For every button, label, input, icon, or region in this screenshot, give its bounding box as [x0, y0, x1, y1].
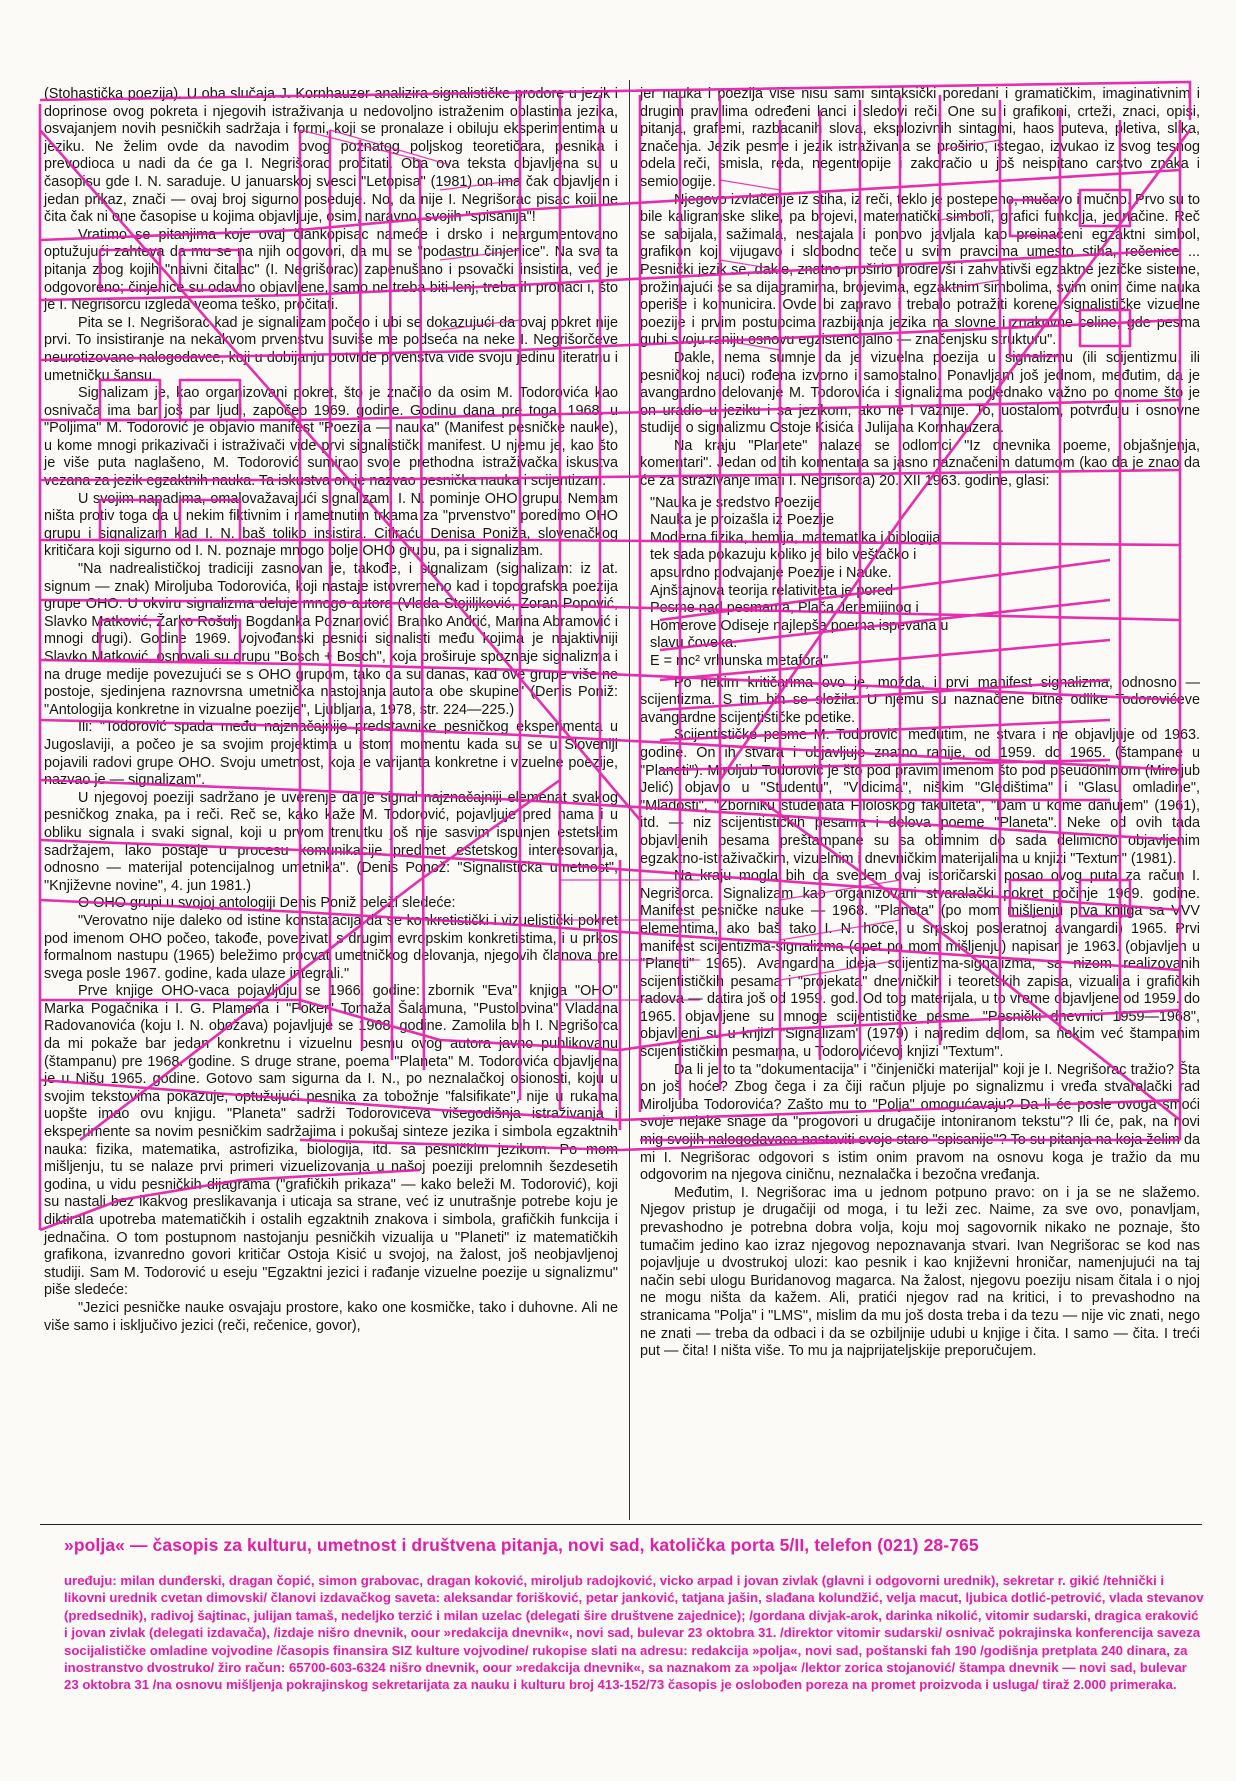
poem-line: Nauka je proizašla iz Poezije	[650, 512, 834, 529]
editorial-credits: uređuju: milan dunđerski, dragan čopić, simon grabovac, dragan koković, miroljub radojković, vicko arpad i jovan zivlak (glavni i odgovorni urednik), sekretar r. gikić /tehnički i likovni urednik cvetan dimovski/ članovi izdavačkog saveta: aleksandar forišković, petar janković, tatjana jašin, slađana kolundžić, velja macut, ljubica dotlić-petrović, vlada stevanov (predsednik), radivoj šajtinac, julijan tamaš, nedeljko terzić i milan uzelac (delegati šire društvene zajednice); /gordana divjak-arok, darinka nikolić, vitomir sudarski, dragica eraković i jovan zivlak (delegati izdavača), /izdaje nišro dnevnik, oour »redakcija dnevnik«, novi sad, bulevar 23 oktobra 31. /direktor vitomir sudarski/ osnivač pokrajinska konferencija saveza socijalističke omladine vojvodine /časopis finansira SIZ kulture vojvodine/ rukopise slati na adresu: redakcija »polja«, novi sad, poštanski fah 190 /godišnja pretplata 240 dinara, za inostranstvo dvostruko/ žiro račun: 65700-603-6324 nišro dnevnik, oour »redakcija dnevnik«, sa naznakom za »polja« /lektor zorica stojanović/ štampa dnevnik — novi sad, bulevar 23 oktobra 31 /na osnovu mišljenja pokrajinskog sekretarijata za nauku i kulturu broj 413-152/73 časopis je oslobođen poreza na promet proizvoda i usluga/ tiraž 2.000 primeraka.	[64, 1573, 1204, 1693]
paragraph: Vratimo se pitanjima koje ovaj člankopisac nameće i drsko i neargumentovano optužujući zahteva da mu se na njih odgovori, da mu se "podastru činjenice". Na sva ta pitanja zbog kojih "naivni čitalac" (I. Negrišorac) zapenušano i psovački insistira, već je odgovoreno; činjenice su odavno objavljene, samo ne treba biti lenj, treba ih pronaći i, što je I. Negrišorcu izgleda veoma teško, pročitati.	[44, 226, 618, 314]
masthead: »polja« — časopis za kulturu, umetnost i društvena pitanja, novi sad, katolička porta 5/II, telefon (021) 28-765	[64, 1535, 979, 1555]
poem-line: slavu čoveka.	[650, 635, 738, 652]
paragraph: "Jezici pesničke nauke osvajaju prostore, kako one kosmičke, tako i duhovne. Ali ne više samo i isključivo jezici (reči, rečenice, govor),	[44, 1299, 618, 1334]
paragraph: (Stohastička poezija). U oba slučaja J. Kornhauzer analizira signalističke prodore u jezik i doprinose ovog pokreta i njegovih istraživanja u nedovoljno istraženim oblastima jezika, osvajanjem novih pesničkih sadržaja i formi, koji se pronalaze i obiluju eksperimentima u jeziku. Ne želim ovde da navodim ovog poznatog poljskog teoretičara, pesnika i prevodioca u nadi da će ga I. Negrišorac pročitati. Oba ova teksta objavljena su u časopisu gde I. N. saraduje. U januarskoj svesci "Letopisa" (1981) on ima čak objavljen i jedan prikaz, znači — ovaj broj sigurno poseduje. No, da nije I. Negrišorac pisac koji ne čita čak ni one časopise u kojima objavljuje, osim, naravno, svojih "spisanija"!	[44, 86, 618, 226]
right-text-column	[640, 86, 1200, 1361]
paragraph: Po nekim kritičarima ovo je, možda, i prvi manifest signalizma, odnosno — scijentizma. S tim bih se složila. U njemu su naznačene bitne odlike Todorovićeve avangardne scijentističke poetike.	[640, 674, 1200, 726]
paragraph: Scijentističke pesme M. Todorović, međutim, ne stvara i ne objavljuje od 1963. godine. On ih stvara i objavljuje znatno ranije, od 1959. do 1965. (štampane u "Planeti"). Miroljub Todorović je što pod pravim imenom što pod pseudonimom (Miroljub Jelić) objavio u "Studentu", "Vidicima", niškim "Gledištima" i "Glasu omladine", "Mladosti", "Zborniku studenata Filološkog fakulteta", "Dam u kome danujem" (1961), itd. — niz scijentističkih pesama i delova poeme "Planeta". Neke od ovih tada objavljenih pesama preštampane su sa obimnim do sada delimično objavljenim egzaktno-istraživačkim, vizuelnim i dnevničkim materijalima u knjizi "Textum" (1981).	[640, 727, 1200, 867]
poem-line: Moderna fizika, hemija, matematika i biologija	[650, 529, 941, 546]
paragraph: Njegovo izvlačenje iz stiha, iz reči, teklo je postepeno, mučavo i mučno. Prvo su to bile kaligramske slike, pa brojevi, matematički simboli, grafici funkcija, jednačine. Reč se sabijala, sažimala, nestajala i ponovo javljala kao preinačeni egzaktni simbol, grafikon koji vijugavo i slobodno teče u svim pravcima umesto stiha, rečenice ... Pesnički jezik se, dakle, znatno proširio prodrevši i zahvativši egzaktne jezičke sisteme, prožimajući se sa dijagramima, brojevima, egzaktnim simbolima, svim onim čime nauka operiše i komunicira. Ovde bi zapravo i trebalo potražiti korene signalističke vizuelne poezije i prvim postupcima razbijanja jezika na slovne i znakovne celine, gde pesma gubi svoju raniju osnovu egzistencijalno — značenjsku strukturu".	[640, 191, 1200, 349]
left-text-column	[44, 86, 618, 1335]
paragraph: Međutim, I. Negrišorac ima u jednom potpuno pravo: on i ja se ne slažemo. Njegov pristup je drugačiji od moga, i tu leži zec. Naime, za sve ovo, ponavljam, prevashodno je potrebna dobra volja, koju moj sagovornik nikako ne poznaje, što tumačim jedino kao izraz njegovog nepoznavanja stvari. Ivan Negrišorac se kod nas pojavljuje u dvostrukoj ulozi: kao pesnik i kao književni hroničar, namenjujući na taj način sebi ulogu Buridanovog magarca. Na žalost, njegovu poeziju nisam čitala i o njoj ne mogu ništa da kažem. Ali, pratići njegov rad na kritici, i to prevashodno na stranicama "Polja" i "LMS", mislim da mu još dosta treba i da tezu — nije vic znati, nego ne znati — treba da odbaci i da se ozbiljnije udubi u knjige i čita. I samo — čita. I treći put — čita! I ništa više. To mu ja najprijateljskije preporučujem.	[640, 1184, 1200, 1360]
paragraph: U svojim napadima, omalovažavajući signalizam, I. N. pominje OHO grupu. Nemam ništa protiv toga da u nekim fiktivnim i nametnutim trkama za "prvenstvo" poredimo OHO grupu i signalizam kad I. N. baš toliko insistira. Citiraću Denisa Poniža, slovenačkog kritičara koji sigurno od I. N. poznaje mnogo bolje OHO grupu, pa i signalizam.	[44, 490, 618, 560]
paragraph: Ili: "Todorović spada među najznačajnije predstavnike pesničkog eksperimenta u Jugoslaviji, a počeo je sa svojim projektima u istom momentu kada su se u Sloveniji pojavili radovi grupe OHO. Svoju umetnost, koja je varijanta konkretne i vizuelne poezije, nazvao je — signalizam".	[44, 719, 618, 789]
paragraph: Na kraju "Planete" nalaze se odlomci "Iz dnevnika poeme, objašnjenja, komentari". Jedan od tih komentara sa jasno naznačenim datumom (kao da je znao da će za istraživanje imati I. Negrišorca) 20. XII 1963. godine, glasi:	[640, 437, 1200, 490]
poem-line: E = mc² vrhunska metafora"	[650, 653, 829, 669]
paragraph: Pita se I. Negrišorac kad je signalizam počeo i ubi se dokazujući da ovaj pokret nije prvi. To insistiranje na nekakvom prvenstvu isuviše me podseća na neke I. Negrišorčeve neurotizovane nalogodavce, koji u dobijanju potvrde prvenstva vide svoju jedinu literatnu i umetničku šansu.	[44, 314, 618, 384]
quoted-poem	[650, 495, 1200, 671]
paragraph: Dakle, nema sumnje da je vizuelna poezija u signalizmu (ili scijentizmu, ili pesničkoj nauci) rođena izvorno i samostalno. Ponavljam još jednom, međutim, da je avangardno delovanje M. Todorovića i signalizma podjednako važno po onome što je on uradio u jeziku i sa jezikom, ako ne i važnije. To, uostalom, potvrđuju i osnovne studije o signalizmu Ostoje Kisića i Julijana Kornhauzera.	[640, 349, 1200, 437]
poem-line: Pesme nad pesmama, Plača Jeremijinog i	[650, 600, 919, 617]
footer-rule	[40, 1524, 1202, 1525]
paragraph: "Na nadrealističkoj tradiciji zasnovan je, takođe, i signalizam (signalizam: iz lat. signum — znak) Miroljuba Todorovića, koji nastaje istovremeno kad i topografska poezija grupe OHO. U okviru signalizma deluje mnogo autora (Vlada Stojiljković, Zoran Popović, Slavko Matković, Žarko Rošulj, Bogdanka Poznanović, Branko Andrić, Marina Abramović i mnogi drugi). Godine 1969. vojvođanski pesnici signalisti među kojima je najaktivniji Slavko Matković, osnovali su grupu "Bosch + Bosch", koja proširuje spoznaje signalizma i na druge medije povezujući se s OHO grupom, tako da su danas, kad ove grupe više ne postoje, sjedinjena raznovrsna umetnička nastojanja autora obe skupine" (Denis Poniž: "Antologija konkretne in vizualne poezije", Ljubljana, 1978, str. 224—225.)	[44, 561, 618, 718]
poem-line: tek sada pokazuju koliko je bilo veštačko i	[650, 547, 917, 564]
paragraph: jer nauka i poezija više nisu sami sintaksički poredani i gramatičkim, imaginativnim i drugim pravilima određeni lanci i sledovi reči. One su i grafikoni, crteži, znaci, opisi, pitanja, grafemi, razbacanih slova, eksplozivnih sintagmi, haos puteva, pletiva, slika, značenja. Jezik pesme i jezik istraživanja se proširio, istegao, izvukao iz svog tesnog odela reči, smisla, reda, negentropije i zakoračio u još neispitano carstvo znaka i semiologije.	[640, 86, 1200, 190]
paragraph: O OHO grupi u svojoj antologiji Denis Poniž beleži sledeće:	[78, 895, 456, 912]
paragraph: Prve knjige OHO-vaca pojavljuju se 1966. godine: zbornik "Eva", knjiga "OHO" Marka Pogačnika i I. G. Plamena i "Poker" Tomaža Šalamuna, "Pustolovina" Vladana Radovanovića (koju I. N. obožava) pojavljuje se 1968. godine. Zamolila bih I. Negrišorca da mi pokaže bar jedan konkretnu i vizuelnu pesmu ovog autora javno publikovanu (štampanu) pre 1968. godine. S druge strane, poema "Planeta" M. Todorovića objavljena je u Nišu 1965. godine. Gotovo sam sigurna da I. N., po neznalačkoj osionosti, koju u svojim tekstovima pokazuje, optužujući pesnika za tobožnje "falsifikate", nije u rukama uopšte imao ovu knjigu. "Planeta" sadrži Todorovićeva višegodišnja istraživanja i eksperimente sa novim pesničkim sadržajima i pokušaj sinteze jezika i simbola egzaktnih nauka: fizika, matematika, astrofizika, biologija, itd. sa pesničkim jezikom. Po mom mišljenju, tu se nalaze prvi primeri vizuelizovanja u našoj poeziji prelomnih šezdesetih godina, u vidu pesničkih dijagrama ("grafičkih prikaza" — kako beleži M. Todorović), koji su nastali bez ikakvog preslikavanja i uticaja sa strane, već iz unutrašnje potrebe koju je diktirala upotreba matematičkih i ostalih egzaktnih znakova i simbola, grafičkih funkcija i jednačina. O tom postupnom nastojanju pesničkih vizualija u "Planeti" iz matematičkih grafikona, izvanredno govori kritičar Ostoja Kisić u svojoj, na žalost, još neobjavljenoj studiji. Sam M. Todorović u eseju "Egzaktni jezici i rađanje vizuelne poezije u signalizmu" piše sledeće:	[44, 983, 618, 1299]
paragraph: Da li je to ta "dokumentacija" i "činjenički materijal" koji je I. Negrišorac tražio? Šta on još hoće? Zbog čega i za čiji račun pljuje po signalizmu i vređa stvaralački rad Miroljuba Todorovića? Zašto mu to "Polja" omogućavaju? Da li će posle ovoga smoći svoje nejake snage da "progovori u drugačije intoniranom tekstu"? Ili će, pak, na novi mig svojih nalogodavaca nastaviti svoje staro "spisanije"? To su pitanja na koja želim da mi I. Negrišorac odgovori s istim onim pravom na osnovu koga je tražio da mu odgovorim na njegova ciničnu, neznalačka i bezočna vređanja.	[640, 1061, 1200, 1184]
poem-line: "Nauka je sredstvo Poezije	[650, 494, 822, 511]
poem-line: Ajnštajnova teorija relativiteta je pored	[650, 582, 894, 599]
paragraph: U njegovoj poeziji sadržano je uverenje da je signal najznačajniji elemenat svakog pesničkog znaka, pa i reči. Reč se, kako kaže M. Todorović, pojavljuje pred nama i u obliku signala i svaki signal, koji u prvom trenutku još nije sasvim ispunjen estetskim sadržajem, lako postaje u procesu komunikacije predmet estetskog interesovanja, odnosno — materijal potencijalnog umetnika". (Denis Ponož: "Signalistička umetnost", "Književne novine", 4. jun 1981.)	[44, 789, 618, 894]
poem-line: apsurdno podvajanje Poezije i Nauke.	[650, 565, 892, 582]
paragraph: Signalizam je, kao organizovani pokret, što je značilo da osim M. Todorovića kao osnivača ima bar još par ljudi, započeo 1969. godine. Godinu dana pre toga, 1968. u "Poljima" M. Todorović je objavio manifest "Poezija — nauka" (Manifest pesničke nauke), u kome mnogi prikazivači i istraživači vide prvi signalistički manifest. U njemu je, kao što je više puta naglašeno, M. Todorović sumirao svoje prethodna istraživačka iskustva vezana za jezik egzaktnih nauka. Ta iskustva on je nazvao pesnička nauka i scijentizam.	[44, 385, 618, 490]
paragraph: "Verovatno nije daleko od istine konstatacija da se konkretistički i vizuelistički pokret pod imenom OHO počeo, takođe, povezivati s drugim evropskim konkretistima, i u prkos formalnom nastupu (1965) beležimo procvat umetničkog delovanja, njegovih članova pre svega posle 1967. godine, kada ulaze integrali."	[44, 912, 618, 982]
poem-line: Homerove Odiseje najlepša poema ispevana u	[650, 617, 949, 634]
column-divider	[629, 80, 630, 1520]
paragraph: Na kraju mogla bih da svedem ovaj istoričarski posao ovog puta za račun I. Negrišorca. Signalizam kao organizovani stvaralački pokret počinje 1969. godine. Manifest pesničke nauke — 1968. "Planeta" (po mom mišljenju prva knjiga sa VVV elementima, ako baš tako I. N. hoće, u srpskoj posleratnoj avangardi) 1965. Prvi manifest scijentizma-signalizma (opet po mom mišljenju) napisan je 1963. (objavljen u "Planeti" 1965). Avangardna ideja scijentizma-signalizma, sa nizom realizovanih scijentističkih pesama i "projekata" dnevničkih i teoretskih zapisa, vizualija i grafičkih radova — datira još od 1959. god. Od tog materijala, u to vreme objavljene od 1959. do 1965. objavljene su mnoge scijentističke pesme. "Pesnički dnevnici 1959—1968", objavljeni su u knjizi "Signalizam" (1979) i najredim delom, sa nekim već štampanim scijentističkim pesmama, u Todorovićevoj knjizi "Textum".	[640, 868, 1200, 1061]
